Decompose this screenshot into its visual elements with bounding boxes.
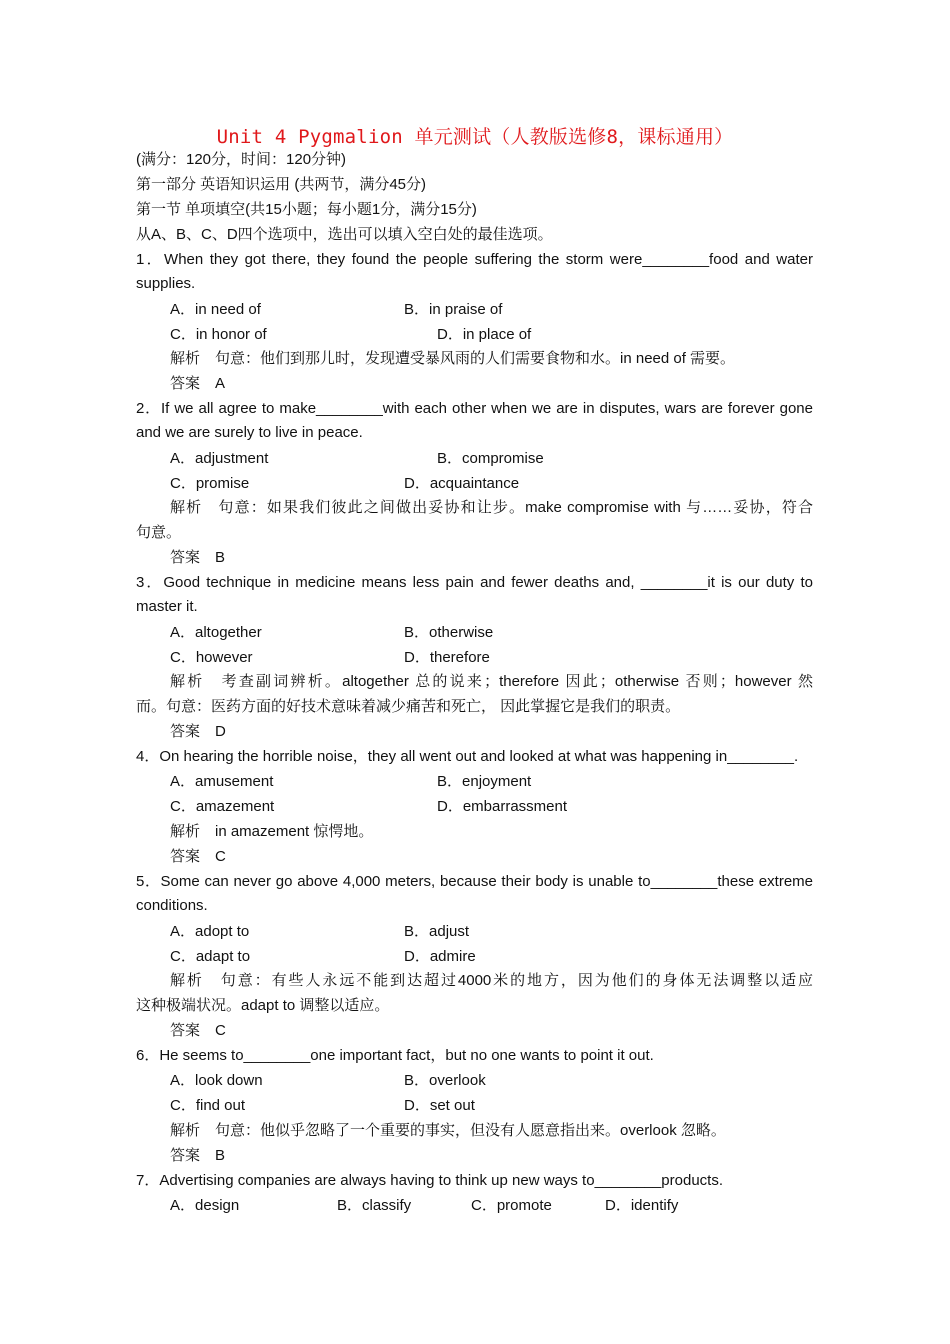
question-2-analysis-cont: 句意。 <box>136 524 182 541</box>
question-5-option-b: B．adjust <box>404 923 470 940</box>
question-3-option-c: C．however <box>170 649 253 666</box>
question-5-analysis-cont: 这种极端状况。adapt to 调整以适应。 <box>136 997 390 1014</box>
question-5-option-d: D．admire <box>404 948 476 965</box>
question-2-option-b: B．compromise <box>437 450 544 467</box>
question-5-option-c: C．adapt to <box>170 948 251 965</box>
question-3-analysis-cont: 而。句意：医药方面的好技术意味着减少痛苦和死亡， 因此掌握它是我们的职责。 <box>136 698 681 715</box>
question-1-stem: 1．When they got there, they found the people suffering the storm were________food and water <box>136 251 813 268</box>
question-6-analysis: 解析 句意：他似乎忽略了一个重要的事实，但没有人愿意指出来。overlook 忽略。 <box>170 1122 726 1139</box>
question-7-option-c: C．promote <box>471 1197 552 1214</box>
question-2-analysis: 解析 句意：如果我们彼此之间做出妥协和让步。make compromise with 与……妥协，符合 <box>170 499 813 516</box>
question-5-answer: 答案 C <box>170 1022 226 1039</box>
question-6-option-b: B．overlook <box>404 1072 486 1089</box>
question-5-option-a: A．adopt to <box>170 923 250 940</box>
question-3-option-b: B．otherwise <box>404 624 494 641</box>
question-1-option-c: C．in honor of <box>170 326 267 343</box>
question-2-stem: 2．If we all agree to make________with each other when we are in disputes, wars are forever gone <box>136 400 813 417</box>
question-6-answer: 答案 B <box>170 1147 226 1164</box>
question-3-stem-cont: master it. <box>136 598 198 615</box>
question-1-option-b: B．in praise of <box>404 301 503 318</box>
question-4-option-c: C．amazement <box>170 798 275 815</box>
question-4-option-d: D．embarrassment <box>437 798 568 815</box>
question-7-option-b: B．classify <box>337 1197 412 1214</box>
question-5-analysis: 解析 句意：有些人永远不能到达超过4000米的地方，因为他们的身体无法调整以适应 <box>170 972 813 989</box>
question-2-option-c: C．promise <box>170 475 250 492</box>
instruction-text: 从A、B、C、D四个选项中，选出可以填入空白处的最佳选项。 <box>136 226 553 243</box>
question-3-answer: 答案 D <box>170 723 226 740</box>
question-5-stem-cont: conditions. <box>136 897 208 914</box>
question-2-option-d: D．acquaintance <box>404 475 520 492</box>
question-4-option-b: B．enjoyment <box>437 773 532 790</box>
question-3-analysis: 解析 考查副词辨析。altogether 总的说来；therefore 因此；otherwise 否则；however 然 <box>170 673 813 690</box>
question-4-analysis: 解析 in amazement 惊愕地。 <box>170 823 374 840</box>
question-2-option-a: A．adjustment <box>170 450 269 467</box>
part-heading: 第一部分 英语知识运用 (共两节，满分45分) <box>136 176 427 193</box>
question-7-stem: 7．Advertising companies are always having to think up new ways to________products. <box>136 1172 724 1189</box>
question-1-stem-cont: supplies. <box>136 275 196 292</box>
question-7-option-d: D．identify <box>605 1197 679 1214</box>
question-6-stem: 6．He seems to________one important fact，but no one wants to point it out. <box>136 1047 654 1064</box>
question-2-answer: 答案 B <box>170 549 226 566</box>
question-3-stem: 3．Good technique in medicine means less pain and fewer deaths and, ________it is our duty to <box>136 574 813 591</box>
question-4-option-a: A．amusement <box>170 773 274 790</box>
question-5-stem: 5．Some can never go above 4,000 meters, because their body is unable to________these extreme <box>136 873 813 890</box>
question-1-answer: 答案 A <box>170 375 226 392</box>
question-3-option-a: A．altogether <box>170 624 262 641</box>
score-time-note: (满分：120分，时间：120分钟) <box>136 151 347 168</box>
question-2-stem-cont: and we are surely to live in peace. <box>136 424 363 441</box>
section-heading: 第一节 单项填空(共15小题；每小题1分，满分15分) <box>136 201 477 218</box>
question-1-analysis: 解析 句意：他们到那儿时，发现遭受暴风雨的人们需要食物和水。in need of 需要。 <box>170 350 736 367</box>
question-6-option-a: A．look down <box>170 1072 263 1089</box>
question-1-option-d: D．in place of <box>437 326 532 343</box>
document-title: Unit 4 Pygmalion 单元测试（人教版选修8，课标通用） <box>216 126 734 148</box>
question-1-option-a: A．in need of <box>170 301 261 318</box>
question-4-stem: 4．On hearing the horrible noise，they all went out and looked at what was happening in________. <box>136 748 799 765</box>
question-6-option-d: D．set out <box>404 1097 475 1114</box>
question-7-option-a: A．design <box>170 1197 240 1214</box>
question-3-option-d: D．therefore <box>404 649 490 666</box>
question-4-answer: 答案 C <box>170 848 226 865</box>
question-6-option-c: C．find out <box>170 1097 246 1114</box>
